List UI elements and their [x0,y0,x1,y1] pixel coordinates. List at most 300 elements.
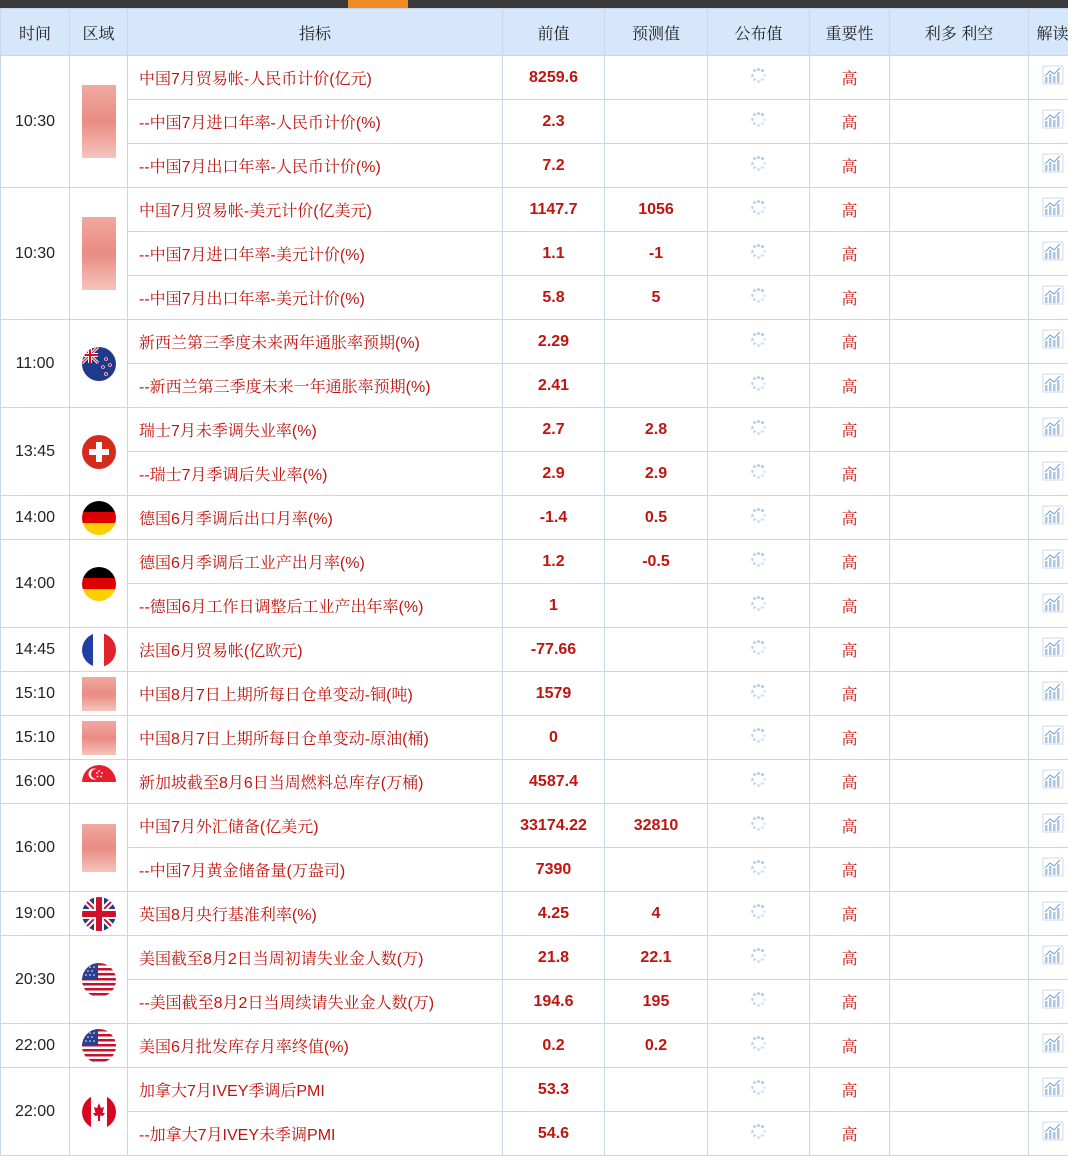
analysis-cell[interactable] [1029,848,1068,892]
forecast-value: -1 [605,232,708,276]
previous-value: 21.8 [503,936,605,980]
chart-icon[interactable] [1042,241,1064,266]
chart-icon[interactable] [1042,417,1064,442]
previous-value: 1579 [503,672,605,716]
table-row[interactable] [1,232,1068,276]
importance-badge: 高 [810,364,890,408]
previous-value: 2.29 [503,320,605,364]
importance-badge: 高 [810,408,890,452]
importance-badge: 高 [810,936,890,980]
time-cell: 15:10 [1,716,70,760]
analysis-cell[interactable] [1029,1112,1068,1156]
loading-spinner-icon [751,595,767,611]
impact-cell [890,276,1029,320]
indicator-link[interactable]: --新西兰第三季度未来一年通胀率预期(%) [128,364,503,408]
flag-united-states-icon [82,1029,116,1063]
indicator-link[interactable]: --中国7月出口年率-人民币计价(%) [128,144,503,188]
region-cell [70,188,128,320]
flag-china-blurred-icon [82,677,116,711]
loading-spinner-icon [751,155,767,171]
time-cell: 16:00 [1,760,70,804]
chart-icon[interactable] [1042,857,1064,882]
table-row[interactable] [1,452,1068,496]
indicator-link[interactable]: 中国7月贸易帐-人民币计价(亿元) [128,56,503,100]
time-cell: 13:45 [1,408,70,496]
indicator-link[interactable]: --美国截至8月2日当周续请失业金人数(万) [128,980,503,1024]
flag-germany-icon [82,501,116,535]
previous-value: 2.41 [503,364,605,408]
analysis-cell[interactable] [1029,1068,1068,1112]
loading-spinner-icon [751,199,767,215]
previous-value: 2.9 [503,452,605,496]
time-cell: 19:00 [1,892,70,936]
actual-value-cell [708,1024,810,1068]
impact-cell [890,232,1029,276]
loading-spinner-icon [751,243,767,259]
flag-germany-icon [82,567,116,601]
chart-icon[interactable] [1042,989,1064,1014]
previous-value: 4.25 [503,892,605,936]
importance-badge: 高 [810,276,890,320]
actual-value-cell [708,628,810,672]
time-cell: 10:30 [1,188,70,320]
impact-cell [890,760,1029,804]
time-cell: 11:00 [1,320,70,408]
actual-value-cell [708,408,810,452]
analysis-cell[interactable] [1029,144,1068,188]
analysis-cell[interactable] [1029,1024,1068,1068]
active-tab-indicator [348,0,408,8]
impact-cell [890,540,1029,584]
chart-icon[interactable] [1042,945,1064,970]
chart-icon[interactable] [1042,285,1064,310]
importance-badge: 高 [810,804,890,848]
impact-cell [890,56,1029,100]
table-row[interactable] [1,496,1068,540]
forecast-value [605,760,708,804]
importance-badge: 高 [810,320,890,364]
importance-badge: 高 [810,56,890,100]
flag-singapore-icon [82,765,116,799]
time-cell: 22:00 [1,1024,70,1068]
actual-value-cell [708,232,810,276]
indicator-link[interactable]: --中国7月进口年率-美元计价(%) [128,232,503,276]
previous-value: 7390 [503,848,605,892]
indicator-link[interactable]: 美国截至8月2日当周初请失业金人数(万) [128,936,503,980]
loading-spinner-icon [751,287,767,303]
chart-icon[interactable] [1042,329,1064,354]
region-cell [70,496,128,540]
importance-badge: 高 [810,1024,890,1068]
previous-value: 7.2 [503,144,605,188]
analysis-cell[interactable] [1029,716,1068,760]
time-cell: 14:00 [1,496,70,540]
analysis-cell[interactable] [1029,980,1068,1024]
actual-value-cell [708,716,810,760]
table-row[interactable] [1,584,1068,628]
loading-spinner-icon [751,463,767,479]
header-forecast: 预测值 [605,9,708,56]
actual-value-cell [708,100,810,144]
previous-value: 0 [503,716,605,760]
impact-cell [890,848,1029,892]
table-row[interactable] [1,804,1068,848]
forecast-value: 32810 [605,804,708,848]
forecast-value: 1056 [605,188,708,232]
indicator-link[interactable]: 美国6月批发库存月率终值(%) [128,1024,503,1068]
actual-value-cell [708,320,810,364]
forecast-value [605,848,708,892]
analysis-cell[interactable] [1029,672,1068,716]
table-row[interactable] [1,144,1068,188]
table-row[interactable] [1,320,1068,364]
loading-spinner-icon [751,1123,767,1139]
chart-icon[interactable] [1042,593,1064,618]
loading-spinner-icon [751,507,767,523]
impact-cell [890,892,1029,936]
previous-value: 1.2 [503,540,605,584]
region-cell [70,716,128,760]
previous-value: 5.8 [503,276,605,320]
indicator-link[interactable]: 加拿大7月IVEY季调后PMI [128,1068,503,1112]
loading-spinner-icon [751,67,767,83]
chart-icon[interactable] [1042,637,1064,662]
time-cell: 16:00 [1,804,70,892]
region-cell [70,1068,128,1156]
actual-value-cell [708,760,810,804]
actual-value-cell [708,936,810,980]
impact-cell [890,320,1029,364]
analysis-cell[interactable] [1029,364,1068,408]
chart-icon[interactable] [1042,1077,1064,1102]
table-row[interactable] [1,100,1068,144]
impact-cell [890,100,1029,144]
loading-spinner-icon [751,991,767,1007]
table-row[interactable] [1,672,1068,716]
analysis-cell[interactable] [1029,188,1068,232]
analysis-cell[interactable] [1029,56,1068,100]
importance-badge: 高 [810,760,890,804]
table-row[interactable] [1,716,1068,760]
analysis-cell[interactable] [1029,232,1068,276]
flag-china-blurred-icon [82,217,116,290]
header-importance: 重要性 [810,9,890,56]
time-cell: 15:10 [1,672,70,716]
chart-icon[interactable] [1042,505,1064,530]
region-cell [70,408,128,496]
flag-united-kingdom-icon [82,897,116,931]
loading-spinner-icon [751,771,767,787]
forecast-value: 4 [605,892,708,936]
importance-badge: 高 [810,716,890,760]
importance-badge: 高 [810,540,890,584]
impact-cell [890,144,1029,188]
flag-canada-icon [82,1095,116,1129]
previous-value: -77.66 [503,628,605,672]
time-cell: 22:00 [1,1068,70,1156]
analysis-cell[interactable] [1029,936,1068,980]
indicator-link[interactable]: 中国7月外汇储备(亿美元) [128,804,503,848]
table-row[interactable] [1,892,1068,936]
region-cell [70,628,128,672]
analysis-cell[interactable] [1029,408,1068,452]
chart-icon[interactable] [1042,681,1064,706]
importance-badge: 高 [810,1112,890,1156]
importance-badge: 高 [810,848,890,892]
analysis-cell[interactable] [1029,584,1068,628]
forecast-value [605,1112,708,1156]
importance-badge: 高 [810,1068,890,1112]
header-indicator: 指标 [128,9,503,56]
table-row[interactable] [1,364,1068,408]
flag-united-states-icon [82,963,116,997]
loading-spinner-icon [751,1079,767,1095]
importance-badge: 高 [810,188,890,232]
table-row[interactable] [1,1024,1068,1068]
previous-value: 2.3 [503,100,605,144]
analysis-cell[interactable] [1029,892,1068,936]
loading-spinner-icon [751,375,767,391]
time-cell: 20:30 [1,936,70,1024]
chart-icon[interactable] [1042,813,1064,838]
table-row[interactable] [1,1068,1068,1112]
impact-cell [890,672,1029,716]
loading-spinner-icon [751,903,767,919]
header-impact: 利多 利空 [890,9,1029,56]
table-row[interactable] [1,980,1068,1024]
indicator-link[interactable]: --德国6月工作日调整后工业产出年率(%) [128,584,503,628]
impact-cell [890,364,1029,408]
flag-china-blurred-icon [82,824,116,872]
forecast-value: 195 [605,980,708,1024]
table-row[interactable] [1,936,1068,980]
indicator-link[interactable]: --中国7月进口年率-人民币计价(%) [128,100,503,144]
forecast-value [605,672,708,716]
loading-spinner-icon [751,551,767,567]
top-bar [0,0,1068,8]
impact-cell [890,452,1029,496]
chart-icon[interactable] [1042,549,1064,574]
actual-value-cell [708,892,810,936]
chart-icon[interactable] [1042,769,1064,794]
importance-badge: 高 [810,584,890,628]
forecast-value: 2.9 [605,452,708,496]
chart-icon[interactable] [1042,65,1064,90]
indicator-link[interactable]: 法国6月贸易帐(亿欧元) [128,628,503,672]
chart-icon[interactable] [1042,109,1064,134]
region-cell [70,56,128,188]
flag-new-zealand-icon [82,347,116,381]
previous-value: 1.1 [503,232,605,276]
analysis-cell[interactable] [1029,496,1068,540]
forecast-value: 2.8 [605,408,708,452]
previous-value: 1147.7 [503,188,605,232]
actual-value-cell [708,496,810,540]
loading-spinner-icon [751,947,767,963]
indicator-link[interactable]: 新加坡截至8月6日当周燃料总库存(万桶) [128,760,503,804]
forecast-value [605,584,708,628]
previous-value: 0.2 [503,1024,605,1068]
table-row[interactable] [1,540,1068,584]
previous-value: 54.6 [503,1112,605,1156]
region-cell [70,1024,128,1068]
forecast-value [605,100,708,144]
forecast-value [605,716,708,760]
chart-icon[interactable] [1042,197,1064,222]
actual-value-cell [708,144,810,188]
loading-spinner-icon [751,639,767,655]
importance-badge: 高 [810,496,890,540]
importance-badge: 高 [810,672,890,716]
previous-value: 33174.22 [503,804,605,848]
previous-value: 8259.6 [503,56,605,100]
analysis-cell[interactable] [1029,760,1068,804]
impact-cell [890,408,1029,452]
indicator-link[interactable]: 中国7月贸易帐-美元计价(亿美元) [128,188,503,232]
loading-spinner-icon [751,727,767,743]
impact-cell [890,804,1029,848]
time-cell: 14:00 [1,540,70,628]
actual-value-cell [708,188,810,232]
actual-value-cell [708,1112,810,1156]
header-actual: 公布值 [708,9,810,56]
forecast-value [605,628,708,672]
forecast-value [605,56,708,100]
forecast-value: 0.2 [605,1024,708,1068]
table-header [1,9,1068,56]
indicator-link[interactable]: 中国8月7日上期所每日仓单变动-原油(桶) [128,716,503,760]
forecast-value: 0.5 [605,496,708,540]
chart-icon[interactable] [1042,1033,1064,1058]
indicator-link[interactable]: --中国7月黄金储备量(万盎司) [128,848,503,892]
forecast-value [605,320,708,364]
importance-badge: 高 [810,232,890,276]
region-cell [70,760,128,804]
table-row[interactable] [1,628,1068,672]
importance-badge: 高 [810,892,890,936]
previous-value: 1 [503,584,605,628]
indicator-link[interactable]: 德国6月季调后出口月率(%) [128,496,503,540]
region-cell [70,540,128,628]
impact-cell [890,1112,1029,1156]
indicator-link[interactable]: 瑞士7月未季调失业率(%) [128,408,503,452]
analysis-cell[interactable] [1029,452,1068,496]
impact-cell [890,1024,1029,1068]
time-cell: 14:45 [1,628,70,672]
flag-switzerland-icon [82,435,116,469]
chart-icon[interactable] [1042,373,1064,398]
loading-spinner-icon [751,419,767,435]
importance-badge: 高 [810,980,890,1024]
header-region: 区域 [70,9,128,56]
analysis-cell[interactable] [1029,804,1068,848]
header-analysis: 解读 [1029,9,1068,56]
actual-value-cell [708,848,810,892]
loading-spinner-icon [751,683,767,699]
actual-value-cell [708,584,810,628]
forecast-value [605,364,708,408]
impact-cell [890,628,1029,672]
chart-icon[interactable] [1042,901,1064,926]
chart-icon[interactable] [1042,461,1064,486]
actual-value-cell [708,980,810,1024]
region-cell [70,892,128,936]
table-row[interactable] [1,1112,1068,1156]
importance-badge: 高 [810,100,890,144]
previous-value: 194.6 [503,980,605,1024]
forecast-value: 22.1 [605,936,708,980]
impact-cell [890,980,1029,1024]
region-cell [70,320,128,408]
previous-value: 53.3 [503,1068,605,1112]
indicator-link[interactable]: 英国8月央行基准利率(%) [128,892,503,936]
indicator-link[interactable]: --瑞士7月季调后失业率(%) [128,452,503,496]
flag-china-blurred-icon [82,721,116,755]
indicator-link[interactable]: --中国7月出口年率-美元计价(%) [128,276,503,320]
time-cell: 10:30 [1,56,70,188]
chart-icon[interactable] [1042,1121,1064,1146]
forecast-value [605,1068,708,1112]
forecast-value [605,144,708,188]
table-row[interactable] [1,848,1068,892]
impact-cell [890,716,1029,760]
analysis-cell[interactable] [1029,540,1068,584]
economic-calendar-table [0,8,1068,1156]
previous-value: -1.4 [503,496,605,540]
actual-value-cell [708,56,810,100]
table-row[interactable] [1,188,1068,232]
importance-badge: 高 [810,144,890,188]
analysis-cell[interactable] [1029,100,1068,144]
previous-value: 2.7 [503,408,605,452]
forecast-value: -0.5 [605,540,708,584]
region-cell [70,672,128,716]
forecast-value: 5 [605,276,708,320]
impact-cell [890,584,1029,628]
actual-value-cell [708,276,810,320]
impact-cell [890,188,1029,232]
analysis-cell[interactable] [1029,276,1068,320]
flag-france-icon [82,633,116,667]
loading-spinner-icon [751,815,767,831]
chart-icon[interactable] [1042,725,1064,750]
actual-value-cell [708,452,810,496]
actual-value-cell [708,364,810,408]
analysis-cell[interactable] [1029,628,1068,672]
header-previous: 前值 [503,9,605,56]
actual-value-cell [708,540,810,584]
chart-icon[interactable] [1042,153,1064,178]
actual-value-cell [708,672,810,716]
loading-spinner-icon [751,859,767,875]
loading-spinner-icon [751,1035,767,1051]
importance-badge: 高 [810,452,890,496]
impact-cell [890,1068,1029,1112]
table-row[interactable] [1,56,1068,100]
table-row[interactable] [1,276,1068,320]
indicator-link[interactable]: 德国6月季调后工业产出月率(%) [128,540,503,584]
indicator-link[interactable]: 新西兰第三季度未来两年通胀率预期(%) [128,320,503,364]
loading-spinner-icon [751,331,767,347]
region-cell [70,936,128,1024]
table-row[interactable] [1,408,1068,452]
indicator-link[interactable]: 中国8月7日上期所每日仓单变动-铜(吨) [128,672,503,716]
impact-cell [890,496,1029,540]
analysis-cell[interactable] [1029,320,1068,364]
previous-value: 4587.4 [503,760,605,804]
indicator-link[interactable]: --加拿大7月IVEY未季调PMI [128,1112,503,1156]
table-row[interactable] [1,760,1068,804]
